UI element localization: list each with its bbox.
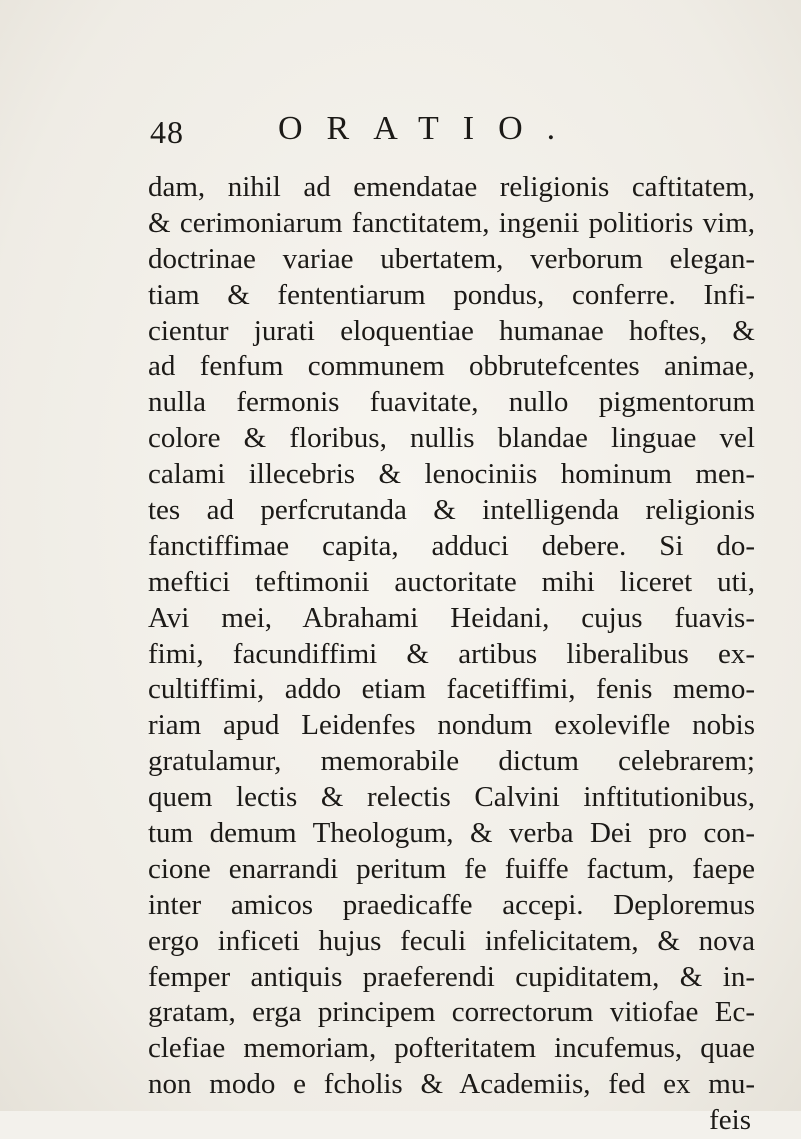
text-line: cultiffimi, addo etiam facetiffimi, fenis memo- [148,673,755,706]
text-line: gratam, erga principem correctorum vitiofae Ec- [148,996,755,1029]
text-line: ergo inficeti hujus feculi infelicitatem, & nova [148,924,755,957]
text-line: cientur jurati eloquentiae humanae hoftes, & [148,314,755,347]
text-line: nulla fermonis fuavitate, nullo pigmentorum [148,386,755,419]
text-line: dam, nihil ad emendatae religionis caftitatem, [148,171,755,203]
catchword: feis [709,1104,751,1137]
text-line: ad fenfum communem obbrutefcentes animae, [148,350,755,383]
text-line: doctrinae variae ubertatem, verborum elegan- [148,242,755,275]
text-line: non modo e fcholis & Academiis, fed ex mu- [148,1068,755,1101]
text-line: Avi mei, Abrahami Heidani, cujus fuavis- [148,601,755,634]
text-line: fimi, facundiffimi & artibus liberalibus ex- [148,637,755,670]
text-line: riam apud Leidenfes nondum exolevifle nobis [148,709,755,742]
page-number: 48 [150,114,184,150]
text-line: cione enarrandi peritum fe fuiffe factum, faepe [148,852,755,885]
text-line: fanctiffimae capita, adduci debere. Si do- [148,529,755,562]
text-line: femper antiquis praeferendi cupiditatem, & in- [148,960,755,993]
running-title: ORATIO. [278,110,580,147]
text-line: & cerimoniarum fanctitatem, ingenii politioris vim, [148,206,755,239]
page-header [150,110,761,150]
text-line: clefiae memoriam, pofteritatem incufemus, quae [148,1032,755,1065]
text-line: tes ad perfcrutanda & intelligenda religionis [148,494,755,527]
text-line: calami illecebris & lenociniis hominum men- [148,458,755,491]
text-line: inter amicos praedicaffe accepi. Deploremus [148,888,755,921]
text-line: meftici teftimonii auctoritate mihi liceret uti, [148,565,755,598]
body-text [148,170,755,1139]
text-line: gratulamur, memorabile dictum celebrarem; [148,745,755,778]
text-line: tum demum Theologum, & verba Dei pro con- [148,817,755,850]
text-line: quem lectis & relectis Calvini inftitutionibus, [148,781,755,814]
text-line: tiam & fententiarum pondus, conferre. Infi- [148,278,755,311]
text-line: colore & floribus, nullis blandae linguae vel [148,422,755,455]
